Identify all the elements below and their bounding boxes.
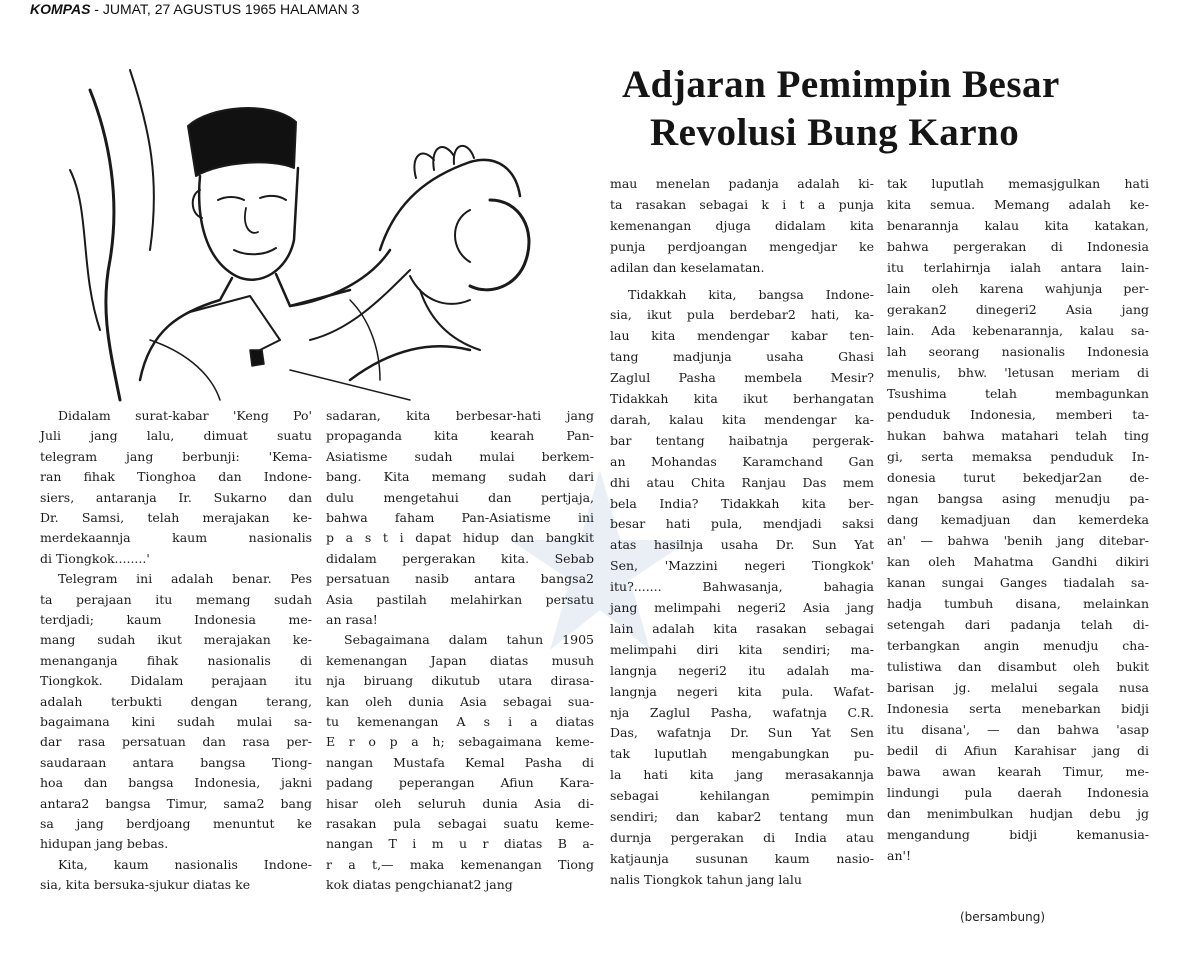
text-line: gerakan2 dinegeri2 Asia jang <box>887 302 1149 317</box>
text-line: sa jang berdjoang menuntut ke <box>40 816 312 831</box>
text-line: terbangkan angin menudju cha- <box>887 638 1149 653</box>
text-line: ran fihak Tionghoa dan Indone- <box>40 469 312 485</box>
text-line: besar hati pula, mendjadi saksi <box>610 516 874 532</box>
text-line: hadja tumbuh disana, melainkan <box>887 596 1149 611</box>
to-be-continued: (bersambung) <box>960 910 1046 924</box>
text-line: ta rasakan sebagai k i t a punja <box>610 196 874 212</box>
text-line: barisan jg. melalui segala nusa <box>887 680 1149 695</box>
text-line: itu disana', — dan bahwa 'asap <box>887 722 1149 737</box>
text-line: itu?....... Bahwasanja, bahagia <box>610 579 874 595</box>
text-line: bahwa faham Pan-Asiatisme ini <box>326 510 594 525</box>
text-line: di Tiongkok........' <box>40 550 150 566</box>
text-line: bedil di Afiun Karahisar jang di <box>887 743 1149 758</box>
text-line: an' — bahwa 'benih jang ditebar- <box>887 533 1149 548</box>
text-line: adalah terbukti dengan terang, <box>40 693 312 709</box>
text-line: Kita, kaum nasionalis Indone- <box>58 856 312 872</box>
text-line: lah seorang nasionalis Indonesia <box>887 344 1149 359</box>
text-line: dan menimbulkan hudjan debu jg <box>887 806 1149 821</box>
text-line: ngan bangsa asing menudju pa- <box>887 491 1149 506</box>
text-line: r a t,— maka kemenangan Tiong <box>326 856 594 872</box>
text-line: tang madjunja usaha Ghasi <box>610 349 874 365</box>
text-line: dulu mengetahui dan pertjaja, <box>326 489 594 505</box>
text-line: propaganda kita kearah Pan- <box>326 428 594 444</box>
text-line: penduduk Indonesia, memberi ta- <box>887 407 1149 422</box>
text-line: adilan dan keselamatan. <box>610 259 765 275</box>
text-line: sia, kita bersuka-sjukur diatas ke <box>40 877 251 893</box>
text-line: Sebagaimana dalam tahun 1905 <box>344 632 594 648</box>
text-line: hoa dan bangsa Indonesia, jakni <box>40 775 312 791</box>
text-line: tulistiwa dan disambut oleh bukit <box>887 659 1149 674</box>
text-line: lain oleh karena wahjunja per- <box>887 281 1149 296</box>
text-line: dhi atau Chita Ranjau Das mem <box>610 474 874 490</box>
text-line: Asiatisme sudah mulai berkem- <box>326 448 594 464</box>
text-line: merdekaannja kaum nasionalis <box>40 530 312 546</box>
text-line: siers, antaranja Ir. Sukarno dan <box>40 489 312 505</box>
text-line: Das, wafatnja Dr. Sun Yat Sen <box>610 725 874 741</box>
text-line: benarannja kalau kita katakan, <box>887 218 1149 233</box>
text-line: punja perdjoangan mengedjar ke <box>610 238 874 254</box>
text-line: jang melimpahi negeri2 Asia jang <box>610 600 874 615</box>
text-line: mengandung bidji kemanusia- <box>887 827 1149 842</box>
text-line: durnja pergerakan di India atau <box>610 829 874 845</box>
text-line: hukan bahwa matahari telah ting <box>887 428 1149 443</box>
text-line: didalam pergerakan kita. Sebab <box>326 550 594 566</box>
text-line: Juli jang lalu, dimuat suatu <box>40 428 312 444</box>
text-line: telegram jang berbunji: 'Kema- <box>40 448 312 464</box>
paper-name: KOMPAS <box>30 1 91 17</box>
text-line: kemenangan djuga didalam kita <box>610 217 874 233</box>
text-line: ta perajaan itu memang sudah <box>40 591 312 607</box>
text-line: Telegram ini adalah benar. Pes <box>58 571 312 587</box>
text-line: Tiongkok. Didalam perajaan itu <box>40 673 312 689</box>
text-line: atas hasilnja usaha Dr. Sun Yat <box>610 537 874 553</box>
text-line: tak luputlah memasjgulkan hati <box>887 176 1149 191</box>
text-line: kita semua. Memang adalah ke- <box>887 197 1149 212</box>
text-line: terdjadi; kaum Indonesia me- <box>40 612 312 627</box>
text-line: hidupan jang bebas. <box>40 836 169 852</box>
text-line: lau kita mendengar kabar ten- <box>610 328 874 344</box>
text-line: Asia pastilah melahirkan persatu <box>326 591 594 607</box>
text-line: an rasa! <box>326 612 378 627</box>
text-line: lain adalah kita rasakan sebagai <box>610 620 874 636</box>
text-line: Tidakkah kita, bangsa Indone- <box>628 286 874 302</box>
text-line: gi, serta memaksa penduduk In- <box>887 449 1149 464</box>
text-line: hisar oleh seluruh dunia Asia di- <box>326 795 594 811</box>
date-page: - JUMAT, 27 AGUSTUS 1965 HALAMAN 3 <box>90 1 360 17</box>
text-line: kok diatas pengchianat2 jang <box>326 877 513 893</box>
text-line: bela India? Tidakkah kita ber- <box>610 495 874 511</box>
text-line: persatuan nasib antara bangsa2 <box>326 571 594 587</box>
text-line: kan oleh dunia Asia sebagai sua- <box>326 693 594 709</box>
text-line: donesia turut bekedjar2an de- <box>887 470 1149 485</box>
text-line: itu terlahirnja ialah antara lain- <box>887 260 1149 275</box>
text-line: nangan T i m u r diatas B a- <box>326 836 594 852</box>
text-line: bagaimana kini sudah mulai sa- <box>40 714 312 729</box>
text-line: tu kemenangan A s i a diatas <box>326 714 594 729</box>
text-line: Tidakkah kita ikut berhangatan <box>610 391 874 406</box>
text-line: nangan Mustafa Kemal Pasha di <box>326 754 594 770</box>
text-line: bawa awan kearah Timur, me- <box>887 764 1149 779</box>
text-line: an Mohandas Karamchand Gan <box>610 453 874 469</box>
text-line: setengah dari padanja telah di- <box>887 617 1149 632</box>
text-line: nja Zaglul Pasha, wafatnja C.R. <box>610 704 874 720</box>
text-line: kemenangan Japan diatas musuh <box>326 652 594 668</box>
sukarno-portrait-sketch-icon <box>50 50 550 414</box>
text-line: padang peperangan Afiun Kara- <box>326 775 594 791</box>
text-line: E r o p a h; sebagaimana keme- <box>326 734 594 750</box>
text-line: melimpahi diri kita sendiri; ma- <box>610 641 874 657</box>
text-line: Dr. Samsi, telah merajakan ke- <box>40 510 312 525</box>
text-line: sebagai kehilangan pemimpin <box>610 788 874 804</box>
text-line: Tsushima telah membagunkan <box>887 386 1149 401</box>
text-line: darah, kalau kita mendengar ka- <box>610 411 874 427</box>
text-line: rasakan pula sebagai suatu keme- <box>326 816 594 831</box>
text-line: p a s t i dapat hidup dan bangkit <box>326 530 594 546</box>
text-line: menanganja fihak nasionalis di <box>40 652 312 668</box>
text-line: kan oleh Mahatma Gandhi dikiri <box>887 554 1149 569</box>
text-line: sia, ikut pula berdebar2 hati, ka- <box>610 307 874 323</box>
text-line: kanan sungai Ganges tiadalah sa- <box>887 575 1149 590</box>
newspaper-header <box>30 1 359 17</box>
text-line: bar tentang haibatnja pergerak- <box>610 432 874 448</box>
text-line: bang. Kita memang sudah dari <box>326 469 594 485</box>
text-line: sendiri; dan kabar2 tentang mun <box>610 809 874 824</box>
text-line: langnja negeri kita pula. Wafat- <box>610 683 874 699</box>
text-line: mang sudah ikut merajakan ke- <box>40 632 312 648</box>
text-line: Didalam surat-kabar 'Keng Po' <box>58 408 312 423</box>
text-line: Indonesia serta menebarkan bidji <box>887 701 1149 716</box>
text-line: antara2 bangsa Timur, sama2 bang <box>40 795 312 811</box>
text-line: katjaunja susunan kaum nasio- <box>610 850 874 866</box>
text-line: nja biruang dikutub utara dirasa- <box>326 673 594 689</box>
article-title-line-2: Revolusi Bung Karno <box>650 111 1020 154</box>
text-line: dang kemadjuan dan kemerdeka <box>887 512 1149 527</box>
text-line: Sen, 'Mazzini negeri Tiongkok' <box>610 558 874 574</box>
text-line: mau menelan padanja adalah ki- <box>610 176 874 191</box>
text-line: lindungi pula daerah Indonesia <box>887 785 1149 800</box>
text-line: nalis Tiongkok tahun jang lalu <box>610 871 802 887</box>
article-title-line-1: Adjaran Pemimpin Besar <box>622 63 1060 106</box>
text-line: lain. Ada kebenarannja, kalau sa- <box>887 323 1149 338</box>
text-line: saudaraan antara bangsa Tiong- <box>40 754 312 770</box>
text-line: dar rasa persatuan dan rasa per- <box>40 734 312 750</box>
text-line: Zaglul Pasha membela Mesir? <box>610 370 874 386</box>
text-line: sadaran, kita berbesar-hati jang <box>326 408 594 423</box>
text-line: bahwa pergerakan di Indonesia <box>887 239 1149 254</box>
text-line: menulis, bhw. 'letusan meriam di <box>887 365 1149 380</box>
text-line: la hati kita jang merasakannja <box>610 767 874 783</box>
text-line: tak luputlah mengabungkan pu- <box>610 746 874 762</box>
text-line: langnja negeri2 itu adalah ma- <box>610 662 874 678</box>
text-line: an'! <box>887 848 911 863</box>
